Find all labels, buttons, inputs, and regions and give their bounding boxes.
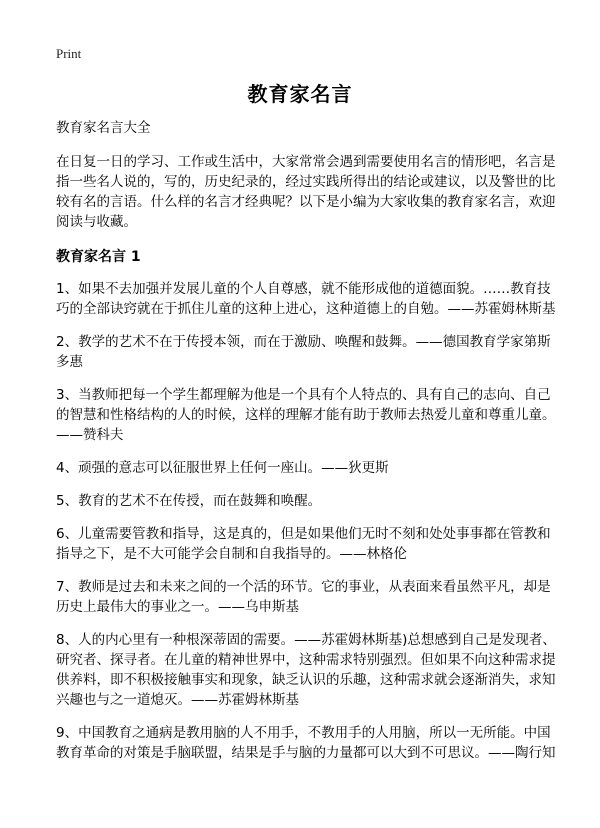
quote-item: 6、儿童需要管教和指导，这是真的，但是如果他们无时不刻和处处事事都在管教和指导之下，是不大可能学会自制和自我指导的。——林格伦 xyxy=(56,526,551,562)
quote-item: 7、教师是过去和未来之间的一个活的环节。它的事业，从表面来看虽然平凡，却是历史上最伟大的事业之一。——乌申斯基 xyxy=(56,579,551,615)
print-label: Print xyxy=(56,46,82,61)
quote-item: 9、中国教育之通病是教用脑的人不用手，不教用手的人用脑，所以一无所能。中国教育革命的对策是手脑联盟，结果是手与脑的力量都可以大到不可思议。——陶行知 xyxy=(56,725,556,761)
quote-item: 2、教学的艺术不在于传授本领，而在于激励、唤醒和鼓舞。——德国教育学家第斯多惠 xyxy=(56,334,551,370)
page-title: 教育家名言 xyxy=(247,82,353,106)
quote-item: 3、当教师把每一个学生都理解为他是一个具有个人特点的、具有自己的志向、自己的智慧和性格结构的人的时候，这样的理解才能有助于教师去热爱儿童和尊重儿童。——赞科夫 xyxy=(56,387,556,443)
quote-item: 5、教育的艺术不在传授，而在鼓舞和唤醒。 xyxy=(56,493,322,509)
quote-item: 1、如果不去加强并发展儿童的个人自尊感，就不能形成他的道德面貌。……教育技巧的全部诀窍就在于抓住儿童的这种上进心，这种道德上的自勉。——苏霍姆林斯基 xyxy=(56,281,556,317)
intro-paragraph: 在日复一日的学习、工作或生活中，大家常常会遇到需要使用名言的情形吧，名言是指一些名人说的，写的，历史纪录的，经过实践所得出的结论或建议，以及警世的比较有名的言语。什么样的名言才经典呢？以下是小编为大家收集的教育家名言，欢迎阅读与收藏。 xyxy=(56,154,556,230)
quote-item: 8、人的内心里有一种根深蒂固的需要。——苏霍姆林斯基)总想感到自己是发现者、研究者、探寻者。在儿童的精神世界中，这种需求特别强烈。但如果不向这种需求提供养料，即不积极接触事实和现象，缺乏认识的乐趣，这种需求就会逐渐消失，求知兴趣也与之一道熄灭。——苏霍姆林斯基 xyxy=(56,632,556,708)
document-body xyxy=(56,118,556,776)
section-heading: 教育家名言 1 xyxy=(56,249,141,265)
quote-item: 4、顽强的意志可以征服世界上任何一座山。——狄更斯 xyxy=(56,460,389,476)
document-subtitle: 教育家名言大全 xyxy=(56,120,151,136)
